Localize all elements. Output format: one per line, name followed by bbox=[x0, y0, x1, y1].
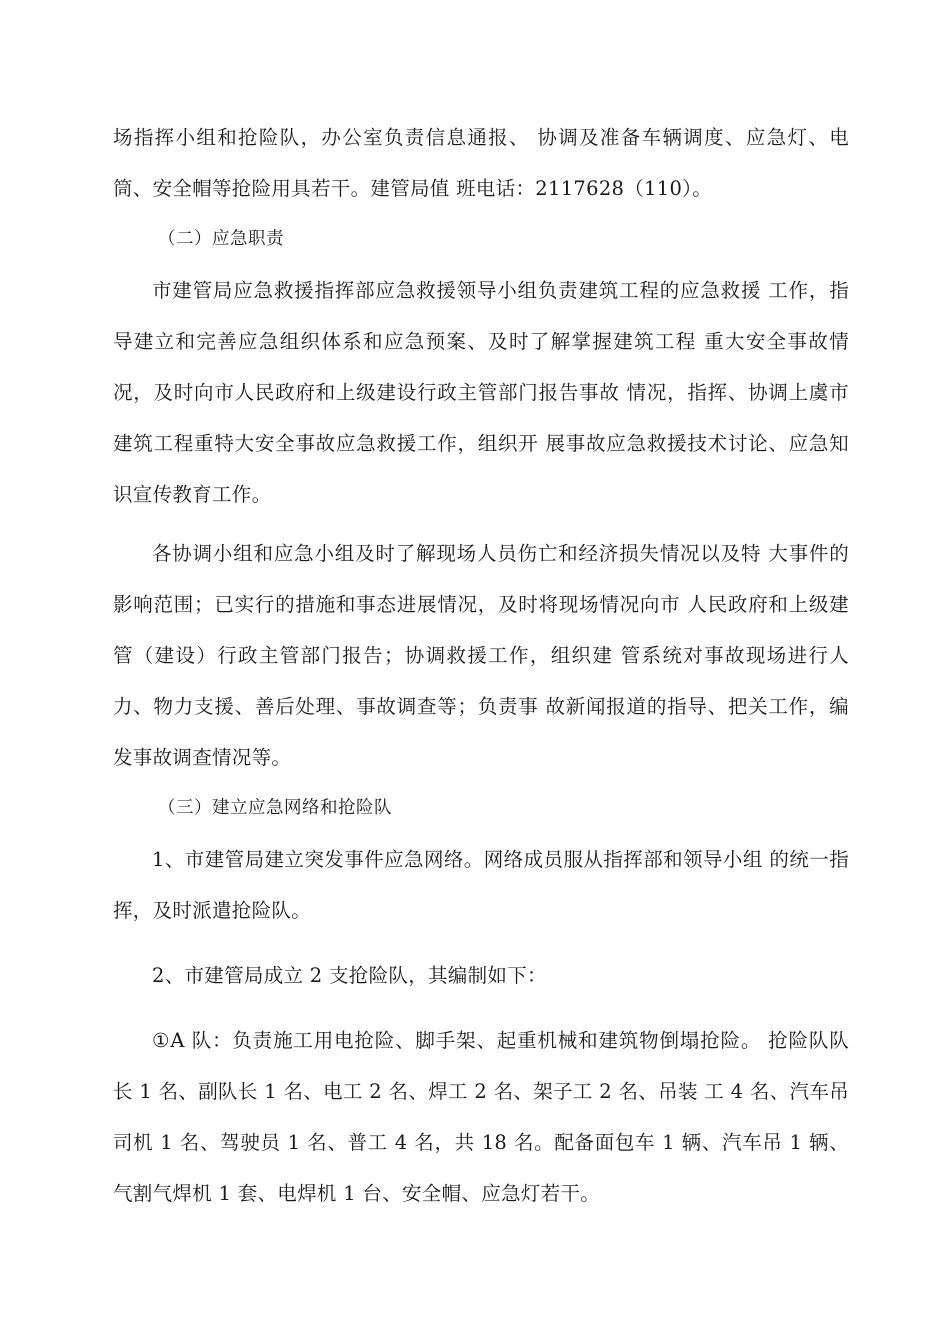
document-body bbox=[113, 112, 849, 1219]
paragraph-network-setup: 1、市建管局建立突发事件应急网络。网络成员服从指挥部和领导小组 的统一指挥，及时派遣抢险队。 bbox=[113, 848, 849, 922]
paragraph-rescue-teams: 2、市建管局成立 2 支抢险队，其编制如下： bbox=[152, 964, 547, 987]
section-heading-emergency-duties: （二）应急职责 bbox=[158, 229, 284, 249]
paragraph-coordination-duties: 各协调小组和应急小组及时了解现场人员伤亡和经济损失情况以及特 大事件的影响范围；已实行的措施和事态进展情况，及时将现场情况向市 人民政府和上级建管（建设）行政主管部门报告；协调救援工作，组织建 管系统对事故现场进行人力、物力支援、善后处理、事故调查等；负责事 故新闻报道的指导、把关工作，编发事故调查情况等。 bbox=[113, 542, 849, 769]
paragraph-team-a: ①A 队：负责施工用电抢险、脚手架、起重机械和建筑物倒塌抢险。 抢险队队长 1 名、副队长 1 名、电工 2 名、焊工 2 名、架子工 2 名、吊装 工 4 名、汽车吊司机 1 名、驾驶员 1 名、普工 4 名，共 18 名。配备面包车 1 辆、汽车吊 1 辆、气割气焊机 1 套、电焊机 1 台、安全帽、应急灯若干。 bbox=[113, 1029, 849, 1205]
paragraph-command-duties: 市建管局应急救援指挥部应急救援领导小组负责建筑工程的应急救援 工作，指导建立和完善应急组织体系和应急预案、及时了解掌握建筑工程 重大安全事故情况，及时向市人民政府和上级建设行政主管部门报告事故 情况，指挥、协调上虞市建筑工程重特大安全事故应急救援工作，组织开 展事故应急救援技术讨论、应急知识宣传教育工作。 bbox=[113, 279, 849, 506]
paragraph-emergency-tools: 场指挥小组和抢险队，办公室负责信息通报、 协调及准备车辆调度、应急灯、电筒、安全帽等抢险用具若干。建管局值 班电话：2117628（110）。 bbox=[113, 126, 849, 200]
section-heading-emergency-network: （三）建立应急网络和抢险队 bbox=[158, 798, 392, 818]
